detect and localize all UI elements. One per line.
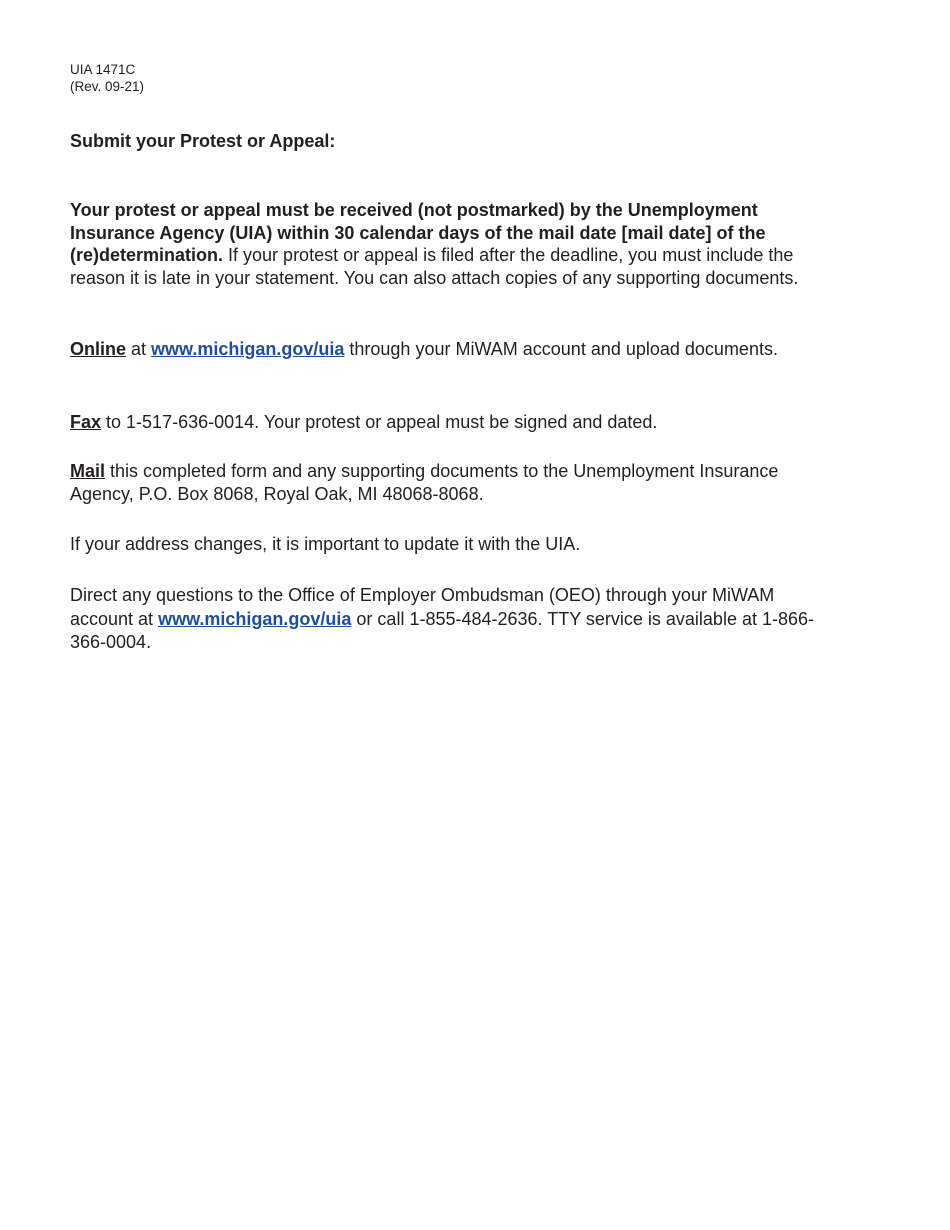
deadline-paragraph <box>70 199 820 289</box>
online-at-text: at <box>126 339 152 359</box>
questions-rest-text: or call 1-855-484-2636. TTY service is available at 1-866-366-0004. <box>70 608 814 652</box>
address-change-note: If your address changes, it is important to update it with the UIA. <box>70 534 581 554</box>
online-rest-text: through your MiWAM account and upload documents. <box>344 339 778 359</box>
fax-label: Fax <box>70 412 102 432</box>
mail-paragraph <box>70 460 820 505</box>
form-code: UIA 1471C <box>70 62 136 77</box>
mail-label: Mail <box>70 461 106 481</box>
deadline-rest-text: If your protest or appeal is filed after the deadline, you must include the reason it is late in your statement. You can also attach copies of any supporting documents. <box>70 245 799 288</box>
online-label: Online <box>70 339 127 359</box>
page-title: Submit your Protest or Appeal: <box>70 131 336 151</box>
online-paragraph <box>70 338 820 361</box>
form-revision: (Rev. 09-21) <box>70 79 145 94</box>
deadline-bold-text: Your protest or appeal must be received (not postmarked) by the Unemployment Insurance Agency (UIA) within 30 calendar days of the mail date [mail date] of the (re)determination. <box>70 200 766 265</box>
questions-prefix-text: Direct any questions to the Office of Employer Ombudsman (OEO) through your MiWAM account at <box>70 585 775 629</box>
questions-paragraph <box>70 584 820 655</box>
online-uia-link[interactable]: www.michigan.gov/uia <box>151 339 345 359</box>
fax-rest-text: to 1-517-636-0014. Your protest or appeal must be signed and dated. <box>101 412 658 432</box>
questions-uia-link[interactable]: www.michigan.gov/uia <box>158 608 352 629</box>
fax-paragraph <box>70 411 820 434</box>
mail-rest-text: this completed form and any supporting documents to the Unemployment Insurance Agency, P.O. Box 8068, Royal Oak, MI 48068-8068. <box>70 461 779 504</box>
